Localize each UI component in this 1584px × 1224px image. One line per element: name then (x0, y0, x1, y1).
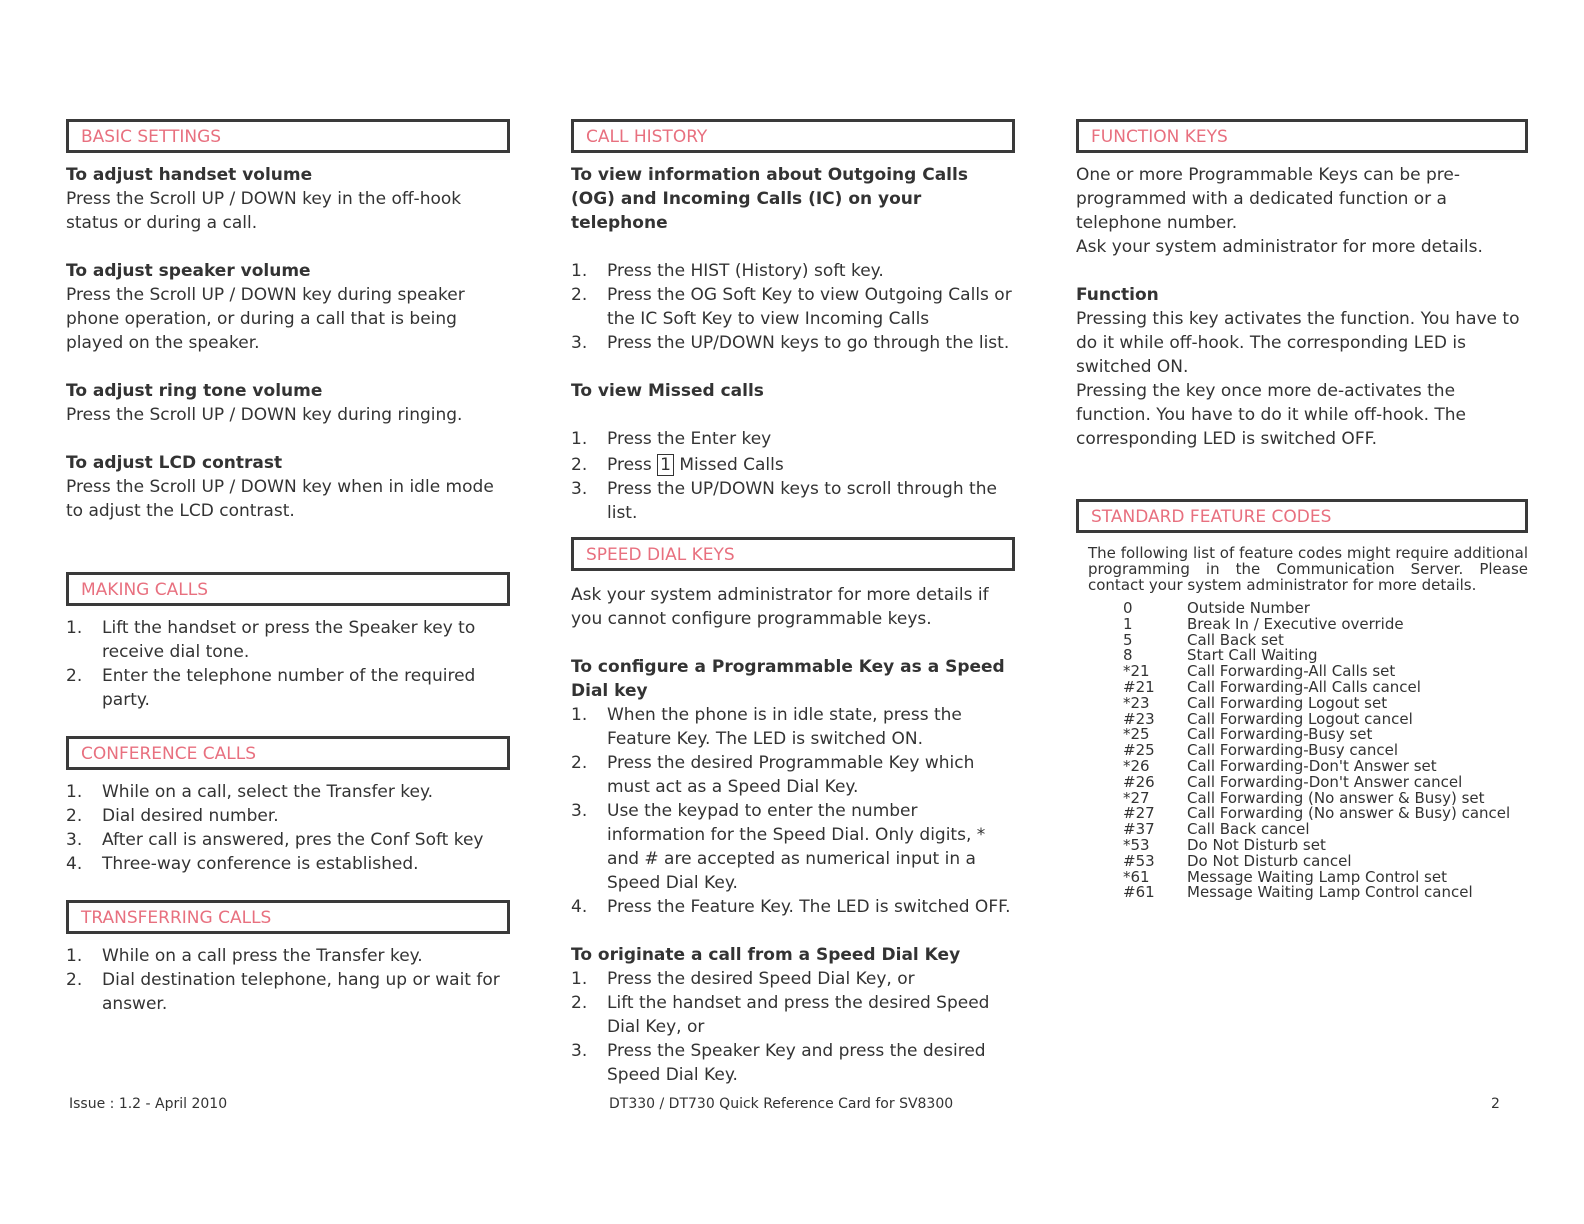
list-item: 3. After call is answered, pres the Conf Soft key (66, 830, 484, 850)
making-calls-header: MAKING CALLS (66, 572, 510, 606)
function-heading: Function (1076, 285, 1159, 305)
section-heading: To adjust ring tone volume (66, 381, 323, 401)
list-item: 2. Dial destination telephone, hang up or wait for answer. (66, 970, 500, 1014)
feature-description: Do Not Disturb set (1187, 835, 1326, 854)
list-item: 2. Enter the telephone number of the required party. (66, 666, 476, 710)
feature-description: Message Waiting Lamp Control cancel (1187, 883, 1473, 902)
key-1-box: 1 (657, 454, 674, 476)
feature-code-row (1076, 614, 1528, 633)
feature-description: Do Not Disturb cancel (1187, 851, 1352, 870)
originate-speed-dial-steps (571, 967, 1015, 1087)
list-item: 1. Press the HIST (History) soft key. (571, 261, 884, 281)
call-history-steps (571, 259, 1015, 355)
call-history-heading: To view information about Outgoing Calls (OG) and Incoming Calls (IC) on your telephone (571, 165, 968, 233)
list-item: 2. Dial desired number. (66, 806, 279, 826)
list-item: 2. Lift the handset and press the desired Speed Dial Key, or (571, 993, 990, 1037)
right-column (1076, 119, 1528, 901)
missed-calls-heading: To view Missed calls (571, 381, 764, 401)
middle-column (571, 119, 1015, 1087)
feature-description: Call Forwarding (No answer & Busy) cancel (1187, 804, 1511, 823)
feature-description: Call Forwarding-Busy set (1187, 725, 1373, 744)
page-number: 2 (1491, 1096, 1500, 1112)
section-heading: To adjust speaker volume (66, 261, 311, 281)
making-calls-steps (66, 616, 510, 712)
feature-code: #26 (1123, 772, 1155, 791)
list-item: 1. Press the desired Speed Dial Key, or (571, 969, 915, 989)
section-heading: To adjust handset volume (66, 165, 313, 185)
transferring-calls-header: TRANSFERRING CALLS (66, 900, 510, 934)
list-item: 3. Press the UP/DOWN keys to scroll through the list. (571, 479, 997, 523)
feature-description: Call Forwarding-Don't Answer cancel (1187, 772, 1463, 791)
feature-code: #37 (1123, 820, 1155, 839)
function-keys-intro: One or more Programmable Keys can be pre-programmed with a dedicated function or a telephone number. (1076, 165, 1461, 233)
feature-code-row (1076, 885, 1528, 901)
speed-dial-intro: Ask your system administrator for more details if you cannot configure programmable keys. (571, 585, 989, 629)
feature-description: Outside Number (1187, 599, 1310, 617)
list-item: 1. While on a call, select the Transfer key. (66, 782, 434, 802)
feature-description: Call Forwarding-All Calls set (1187, 662, 1396, 681)
feature-description: Call Forwarding-Busy cancel (1187, 741, 1399, 760)
feature-description: Call Forwarding Logout set (1187, 693, 1388, 712)
function-keys-header: FUNCTION KEYS (1076, 119, 1528, 153)
missed-calls-steps (571, 427, 1015, 525)
speed-dial-keys-header: SPEED DIAL KEYS (571, 537, 1015, 571)
feature-code: #23 (1123, 709, 1155, 728)
originate-speed-dial-heading: To originate a call from a Speed Dial Key (571, 945, 961, 965)
feature-code: 5 (1123, 630, 1133, 649)
feature-code: #21 (1123, 677, 1155, 696)
feature-description: Call Back set (1187, 630, 1284, 649)
list-item: 4. Three-way conference is established. (66, 854, 419, 874)
transferring-calls-steps (66, 944, 510, 1016)
list-item: 1. While on a call press the Transfer key. (66, 946, 423, 966)
section-heading: To adjust LCD contrast (66, 453, 283, 473)
section-text: Press the Scroll UP / DOWN key in the off-hook status or during a call. (66, 189, 462, 233)
conference-calls-steps (66, 780, 510, 876)
feature-code: *25 (1123, 725, 1150, 744)
call-history-header: CALL HISTORY (571, 119, 1015, 153)
list-item: 1. Lift the handset or press the Speaker key to receive dial tone. (66, 618, 476, 662)
list-item: 3. Press the Speaker Key and press the desired Speed Dial Key. (571, 1041, 986, 1085)
feature-code: #53 (1123, 851, 1155, 870)
feature-code: *27 (1123, 788, 1150, 807)
function-keys-intro-2: Ask your system administrator for more details. (1076, 237, 1483, 257)
list-item: 3. Use the keypad to enter the number information for the Speed Dial. Only digits, * and # are accepted as numerical input in a Speed Dial Key. (571, 801, 986, 893)
list-item: 2. Press the OG Soft Key to view Outgoing Calls or the IC Soft Key to view Incoming Calls (571, 285, 1012, 329)
feature-code: 0 (1123, 599, 1133, 617)
section-text: Press the Scroll UP / DOWN key when in idle mode to adjust the LCD contrast. (66, 477, 494, 521)
list-item: 2. Press the desired Programmable Key which must act as a Speed Dial Key. (571, 753, 975, 797)
list-item: 3. Press the UP/DOWN keys to go through the list. (571, 333, 1010, 353)
function-text: Pressing this key activates the function. You have to do it while off-hook. The corresponding LED is switched ON. (1076, 309, 1520, 377)
feature-description: Start Call Waiting (1187, 646, 1318, 665)
configure-speed-dial-heading: To configure a Programmable Key as a Speed Dial key (571, 657, 1005, 701)
feature-code: *53 (1123, 835, 1150, 854)
feature-description: Call Back cancel (1187, 820, 1310, 839)
document-title-footer: DT330 / DT730 Quick Reference Card for SV8300 (609, 1096, 954, 1112)
issue-footer: Issue : 1.2 - April 2010 (69, 1096, 228, 1112)
ring-tone-volume-section (66, 379, 510, 427)
configure-speed-dial-steps (571, 703, 1015, 919)
feature-codes-table (1076, 601, 1528, 901)
feature-description: Call Forwarding-All Calls cancel (1187, 677, 1421, 696)
feature-description: Call Forwarding (No answer & Busy) set (1187, 788, 1485, 807)
left-column (66, 119, 510, 1016)
feature-code: #61 (1123, 883, 1155, 902)
basic-settings-header: BASIC SETTINGS (66, 119, 510, 153)
list-item: 1. When the phone is in idle state, press the Feature Key. The LED is switched ON. (571, 705, 962, 749)
list-item: 2. Press 1 Missed Calls (571, 455, 784, 475)
speaker-volume-section (66, 259, 510, 355)
conference-calls-header: CONFERENCE CALLS (66, 736, 510, 770)
list-item: 1. Press the Enter key (571, 429, 772, 449)
feature-code: #27 (1123, 804, 1155, 823)
function-text-2: Pressing the key once more de-activates the function. You have to do it while off-hook. The corresponding LED is switched OFF. (1076, 381, 1467, 449)
feature-description: Break In / Executive override (1187, 614, 1404, 633)
feature-code: *21 (1123, 662, 1150, 681)
feature-code: 1 (1123, 614, 1133, 633)
feature-code: #25 (1123, 741, 1155, 760)
feature-description: Call Forwarding Logout cancel (1187, 709, 1413, 728)
feature-code: *61 (1123, 867, 1150, 886)
feature-code: *23 (1123, 693, 1150, 712)
list-item: 4. Press the Feature Key. The LED is switched OFF. (571, 897, 1011, 917)
feature-codes-intro: The following list of feature codes might require additional programming in the Communication Server. Please contact your system administrator for more details. (1088, 544, 1528, 594)
feature-description: Message Waiting Lamp Control set (1187, 867, 1447, 886)
feature-description: Call Forwarding-Don't Answer set (1187, 756, 1437, 775)
feature-code: *26 (1123, 756, 1150, 775)
lcd-contrast-section (66, 451, 510, 523)
feature-code: 8 (1123, 646, 1133, 665)
standard-feature-codes-header: STANDARD FEATURE CODES (1076, 499, 1528, 533)
section-text: Press the Scroll UP / DOWN key during ringing. (66, 405, 463, 425)
handset-volume-section (66, 163, 510, 235)
section-text: Press the Scroll UP / DOWN key during speaker phone operation, or during a call that is being played on the speaker. (66, 285, 465, 353)
